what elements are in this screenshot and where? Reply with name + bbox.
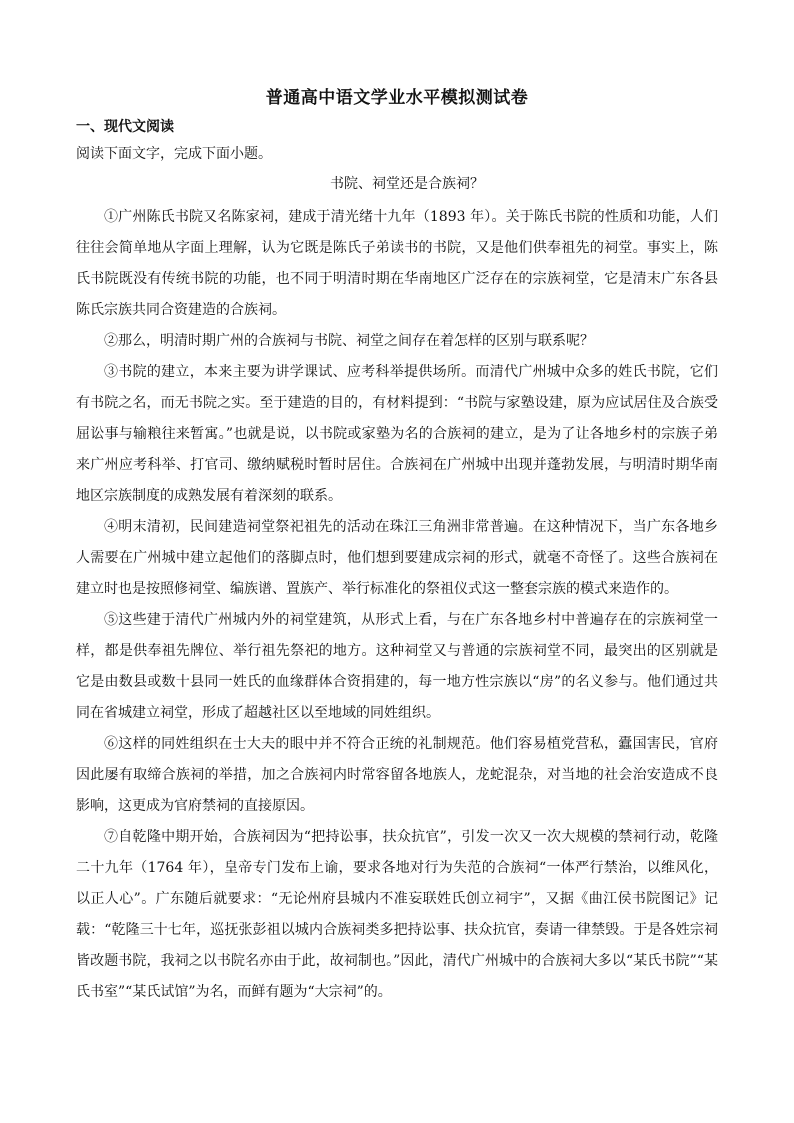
paragraph-2: ②那么，明清时期广州的合族祠与书院、祠堂之间存在着怎样的区别与联系呢？ xyxy=(104,333,594,349)
passage-title: 书院、祠堂还是合族祠？ xyxy=(330,176,484,192)
section-heading: 一、现代文阅读 xyxy=(76,119,174,135)
passage-body xyxy=(76,202,718,1008)
paragraph-3: ③书院的建立，本来主要为讲学课试、应考科举提供场所。而清代广州城中众多的姓氏书院，它们有书院之名，而无书院之实。至于建造的目的，有材料提到：“书院与家塾设建，原为应试居住及合族受屈讼事与输粮往来暂寓。”也就是说，以书院或家塾为名的合族祠的建立，是为了让各地乡村的宗族子弟来广州应考科举、打官司、缴纳赋税时暂时居住。合族祠在广州城中出现并蓬勃发展，与明清时期华南地区宗族制度的成熟发展有着深刻的联系。 xyxy=(76,364,718,504)
paragraph-7: ⑦自乾隆中期开始，合族祠因为“把持讼事，扶众抗官”，引发一次又一次大规模的禁祠行动，乾隆二十九年（1764 年），皇帝专门发布上谕，要求各地对行为失范的合族祠“一体严行禁治，以维风化，以正人心”。广东随后就要求：“无论州府县城内不准妄联姓氏创立祠宇”，又据《曲江侯书院图记》记载：“乾隆三十七年，巡抚张彭祖以城内合族祠类多把持讼事、扶众抗官，奏请一律禁毁。于是各姓宗祠皆改题书院，我祠之以书院名亦由于此，故祠制也。”因此，清代广州城中的合族祠大多以“某氏书院”“某氏书室”“某氏试馆”为名，而鲜有题为“大宗祠”的。 xyxy=(76,829,718,1000)
section-instruction: 阅读下面文字，完成下面小题。 xyxy=(76,146,272,162)
paragraph-5: ⑤这些建于清代广州城内外的祠堂建筑，从形式上看，与在广东各地乡村中普遍存在的宗族祠堂一样，都是供奉祖先牌位、举行祖先祭祀的地方。这种祠堂又与普通的宗族祠堂不同，最突出的区别就是它是由数县或数十县同一姓氏的血缘群体合资捐建的，每一地方性宗族以“房”的名义参与。他们通过共同在省城建立祠堂，形成了超越社区以至地域的同姓组织。 xyxy=(76,612,718,721)
paragraph-4: ④明末清初，民间建造祠堂祭祀祖先的活动在珠江三角洲非常普遍。在这种情况下，当广东各地乡人需要在广州城中建立起他们的落脚点时，他们想到要建成宗祠的形式，就毫不奇怪了。这些合族祠在建立时也是按照修祠堂、编族谱、置族产、举行标准化的祭祖仪式这一整套宗族的模式来造作的。 xyxy=(76,519,718,597)
paragraph-1: ①广州陈氏书院又名陈家祠，建成于清光绪十九年（1893 年）。关于陈氏书院的性质和功能，人们往往会简单地从字面上理解，认为它既是陈氏子弟读书的书院，又是他们供奉祖先的祠堂。事实上，陈氏书院既没有传统书院的功能，也不同于明清时期在华南地区广泛存在的宗族祠堂，它是清末广东各县陈氏宗族共同合资建造的合族祠。 xyxy=(76,209,718,318)
paragraph-6: ⑥这样的同姓组织在士大夫的眼中并不符合正统的礼制规范。他们容易植党营私，蠹国害民，官府因此屡有取缔合族祠的举措，加之合族祠内时常容留各地族人，龙蛇混杂，对当地的社会治安造成不良影响，这更成为官府禁祠的直接原因。 xyxy=(76,736,718,814)
exam-title: 普通高中语文学业水平模拟测试卷 xyxy=(265,88,529,108)
